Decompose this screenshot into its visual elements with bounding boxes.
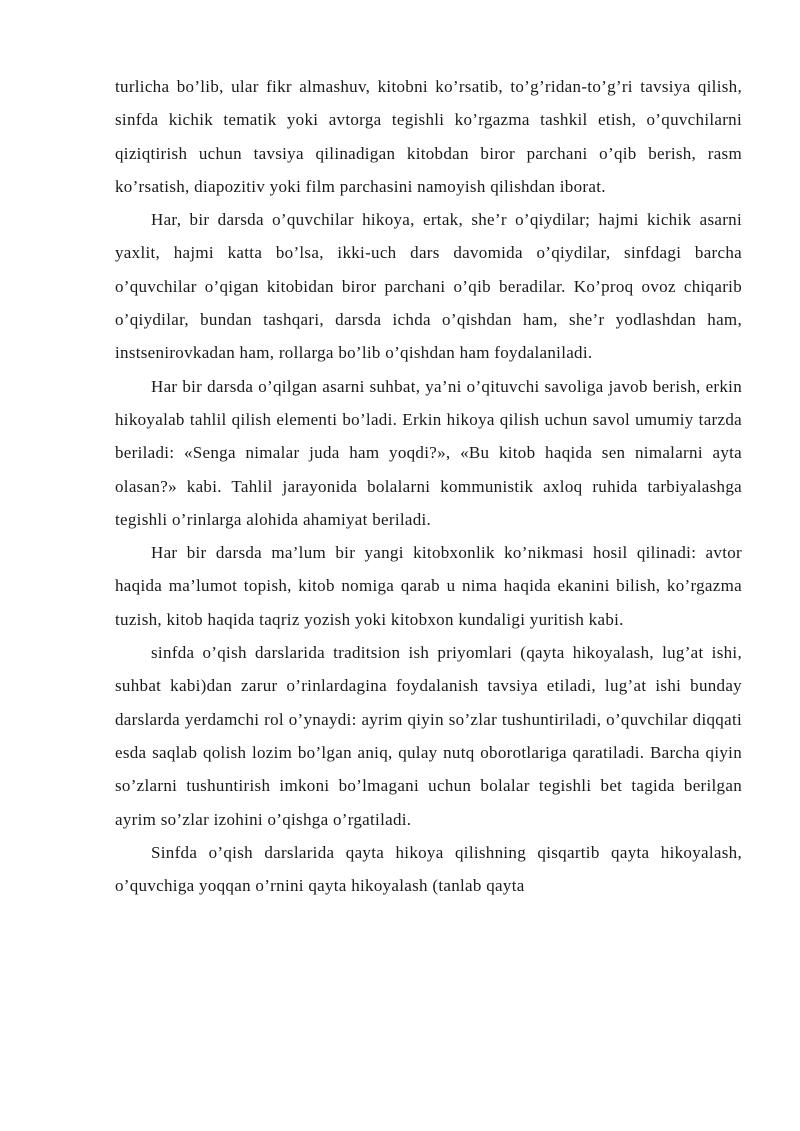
paragraph-3: Har bir darsda o’qilgan asarni suhbat, ya’ni o’qituvchi savoliga javob berish, erkin hikoyalab tahlil qilish elementi bo’ladi. Erkin hikoya qilish uchun savol umumiy tarzda beriladi: «Senga nimalar juda ham yoqdi?», «Bu kitob haqida sen nimalarni ayta olasan?» kabi. Tahlil jarayonida bolalarni kommunistik axloq ruhida tarbiyalashga tegishli o’rinlarga alohida ahamiyat beriladi. — [115, 376, 742, 529]
paragraph-5: sinfda o’qish darslarida traditsion ish priyomlari (qayta hikoyalash, lug’at ishi, suhbat kabi)dan zarur o’rinlardagina foydalanish tavsiya etiladi, lug’at ishi bunday darslarda yerdamchi rol o’ynaydi: ayrim qiyin so’zlar tushuntiriladi, o’quvchilar diqqati esda saqlab qolish lozim bo’lgan aniq, qulay nutq oborotlariga qaratiladi. Barcha qiyin so’zlarni tushuntirish imkoni bo’lmagani uchun bolalar tegishli bet tagida berilgan ayrim so’zlar izohini o’qishga o’rgatiladi. — [115, 643, 742, 829]
paragraph-2: Har, bir darsda o’quvchilar hikoya, ertak, she’r o’qiydilar; hajmi kichik asarni yaxlit, hajmi katta bo’lsa, ikki-uch dars davomida o’qiydilar, sinfdagi barcha o’quvchilar o’qigan kitobidan biror parchani o’qib beradilar. Ko’proq ovoz chiqarib o’qiydilar, bundan tashqari, darsda ichda o’qishdan ham, she’r yodlashdan ham, instsenirovkadan ham, rollarga bo’lib o’qishdan ham foydalaniladi. — [115, 210, 742, 363]
paragraph-4: Har bir darsda ma’lum bir yangi kitobxonlik ko’nikmasi hosil qilinadi: avtor haqida ma’lumot topish, kitob nomiga qarab u nima haqida ekanini bilish, ko’rgazma tuzish, kitob haqida taqriz yozish yoki kitobxon kundaligi yuritish kabi. — [115, 543, 742, 629]
document-page — [115, 70, 742, 902]
paragraph-1: turlicha bo’lib, ular fikr almashuv, kitobni ko’rsatib, to’g’ridan-to’g’ri tavsiya qilish, sinfda kichik tematik yoki avtorga tegishli ko’rgazma tashkil etish, o’quvchilarni qiziqtirish uchun tavsiya qilinadigan kitobdan biror parchani o’qib berish, rasm ko’rsatish, diapozitiv yoki film parchasini namoyish qilishdan iborat. — [115, 77, 742, 196]
paragraph-6: Sinfda o’qish darslarida qayta hikoya qilishning qisqartib qayta hikoyalash, o’quvchiga yoqqan o’rnini qayta hikoyalash (tanlab qayta — [115, 842, 742, 896]
